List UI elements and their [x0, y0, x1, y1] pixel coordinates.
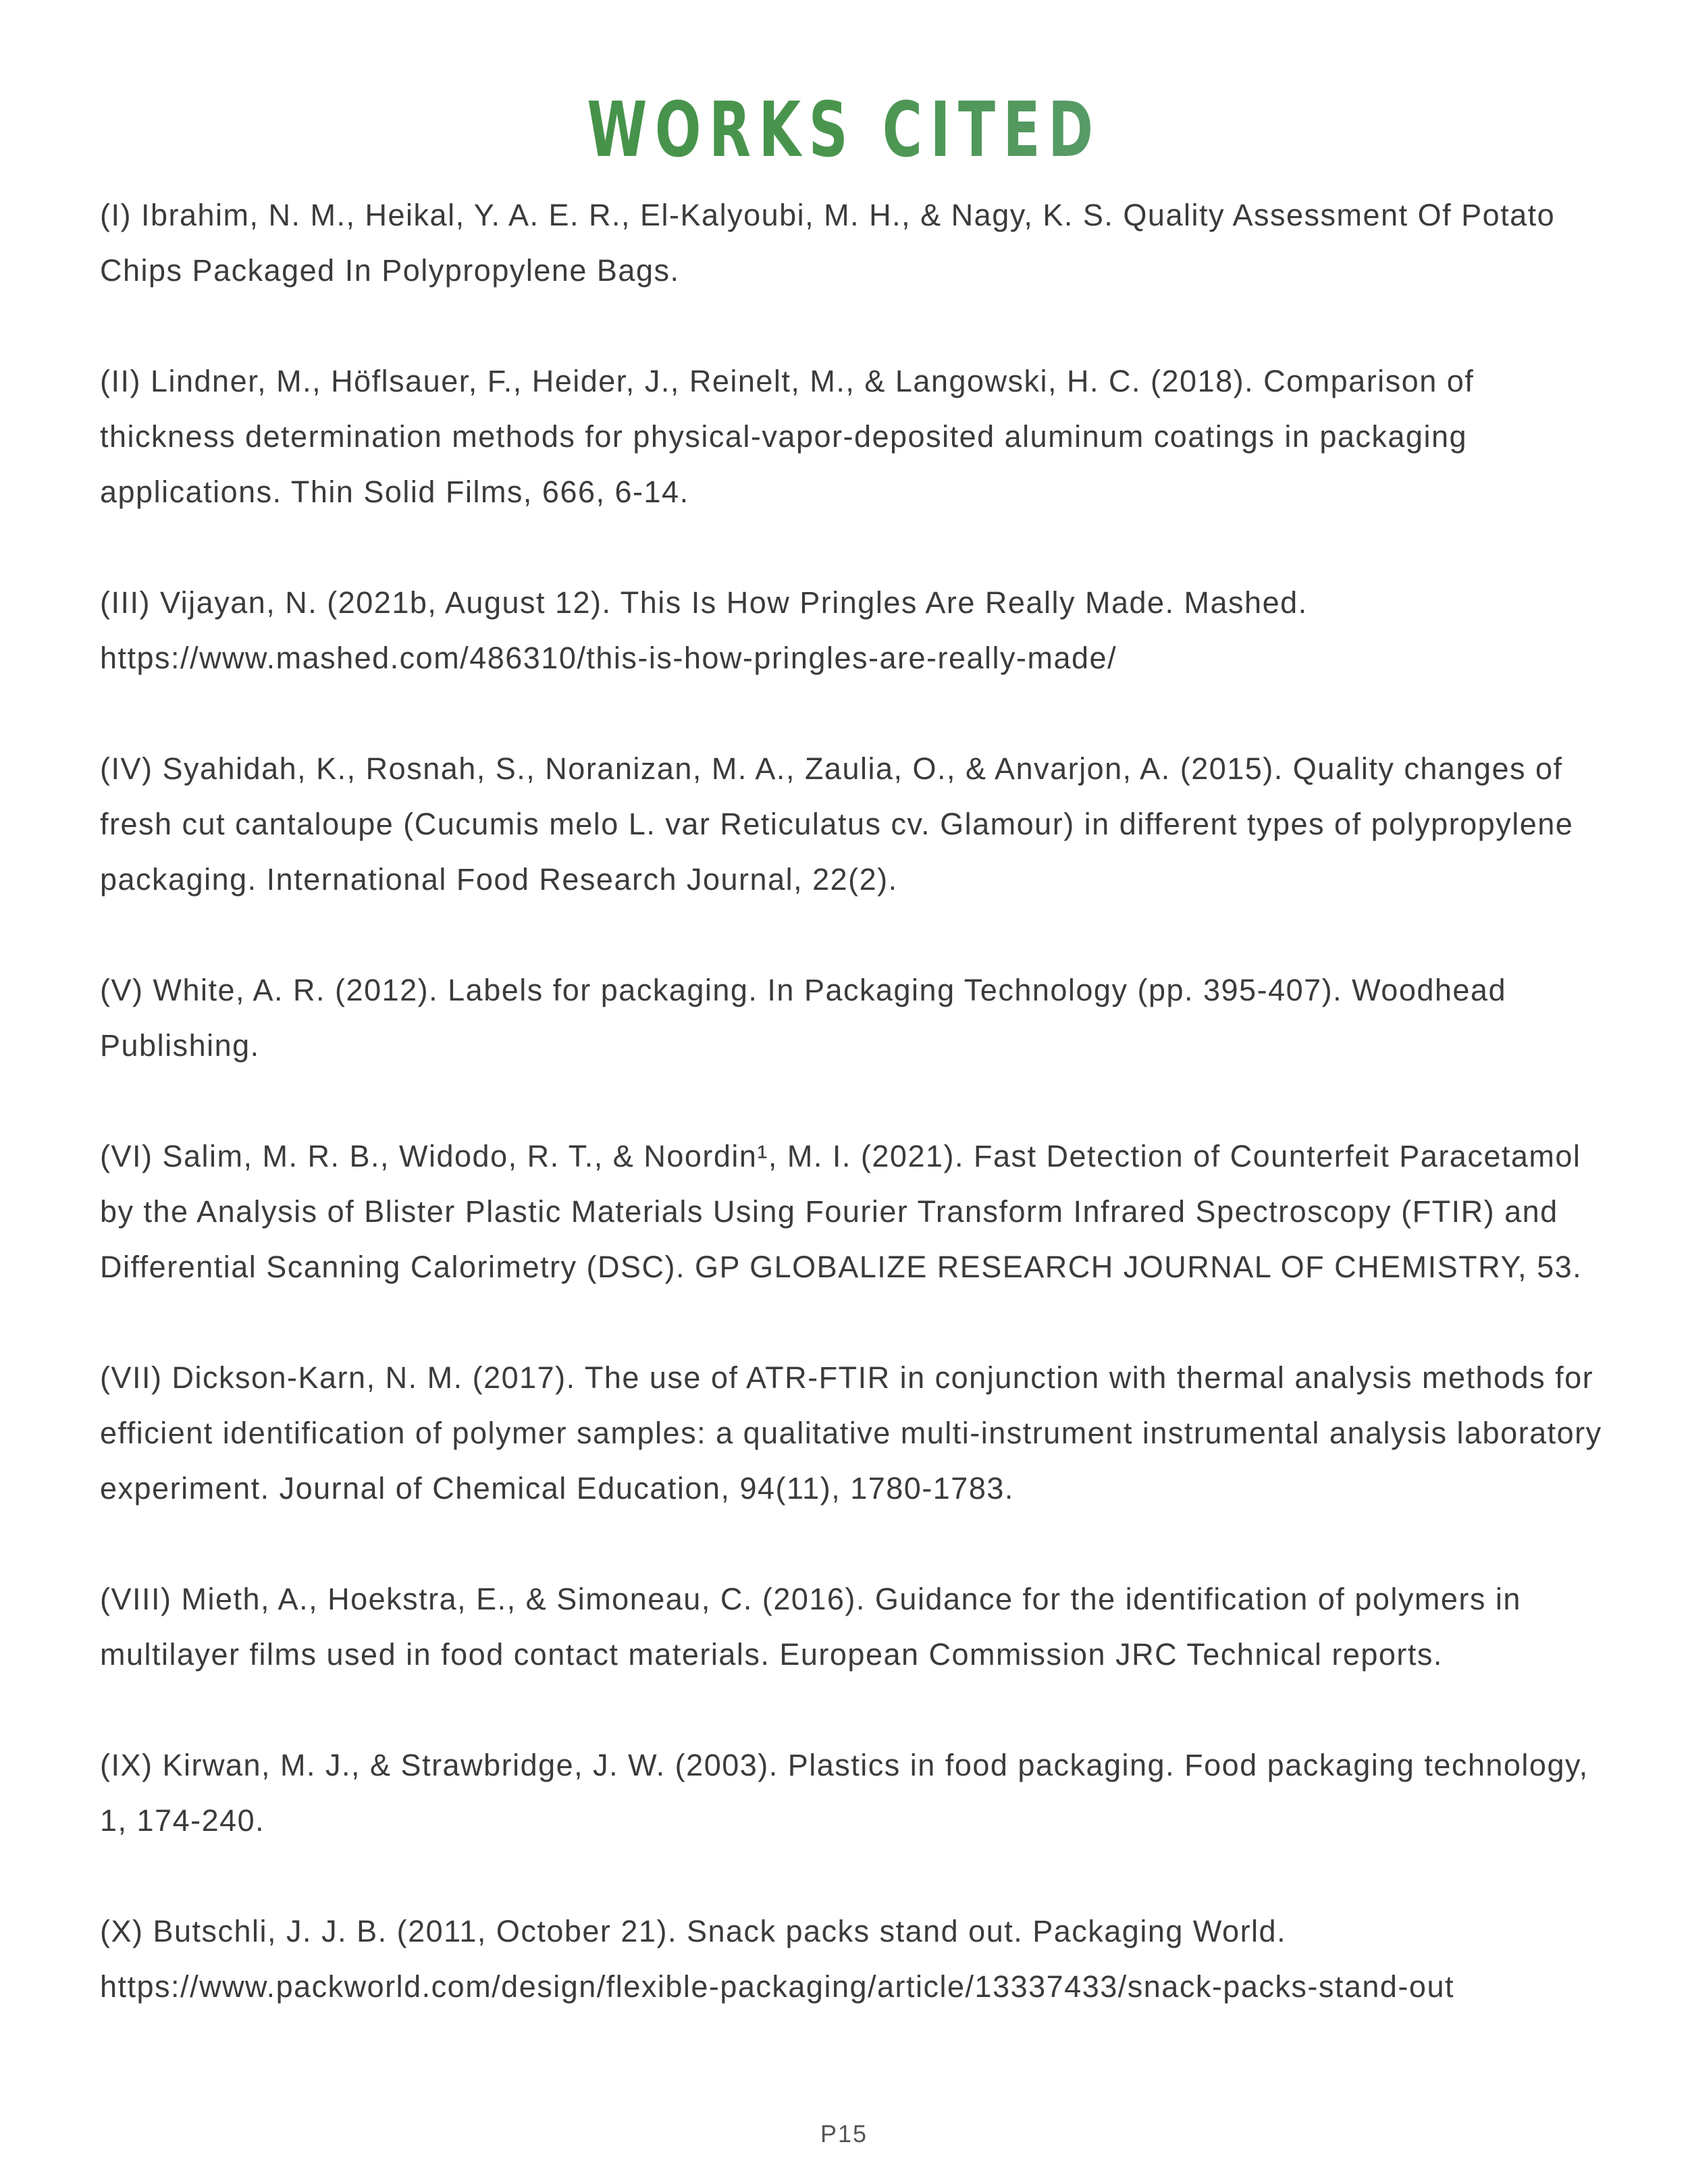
reference-8: (VIII) Mieth, A., Hoekstra, E., & Simoneau, C. (2016). Guidance for the identification of polymers in multilayer films used in food contact materials. European Commission JRC Technical reports.: [100, 1582, 1521, 1672]
reference-list: [100, 188, 1612, 2070]
reference-9: (IX) Kirwan, M. J., & Strawbridge, J. W. (2003). Plastics in food packaging. Food packaging technology, 1, 174-240.: [100, 1748, 1589, 1838]
reference-2: (II) Lindner, M., Höflsauer, F., Heider, J., Reinelt, M., & Langowski, H. C. (2018). Comparison of thickness determination methods for physical-vapor-deposited aluminum coatings in packaging applications. Thin Solid Films, 666, 6-14.: [100, 364, 1475, 509]
reference-5: (V) White, A. R. (2012). Labels for packaging. In Packaging Technology (pp. 395-407). Woodhead Publishing.: [100, 973, 1506, 1063]
page-title: WORKS CITED: [236, 86, 1452, 174]
reference-1: (I) Ibrahim, N. M., Heikal, Y. A. E. R., El-Kalyoubi, M. H., & Nagy, K. S. Quality Assessment Of Potato Chips Packaged In Polypropylene Bags.: [100, 198, 1556, 288]
reference-10: (X) Butschli, J. J. B. (2011, October 21). Snack packs stand out. Packaging World. https://www.packworld.com/design/flexible-packaging/article/13337433/snack-packs-stand-out: [100, 1914, 1454, 2004]
reference-6: (VI) Salim, M. R. B., Widodo, R. T., & Noordin¹, M. I. (2021). Fast Detection of Counterfeit Paracetamol by the Analysis of Blister Plastic Materials Using Fourier Transform Infrared Spectroscopy (FTIR) and Differential Scanning Calorimetry (DSC). GP GLOBALIZE RESEARCH JOURNAL OF CHEMISTRY, 53.: [100, 1139, 1583, 1284]
reference-4: (IV) Syahidah, K., Rosnah, S., Noranizan, M. A., Zaulia, O., & Anvarjon, A. (2015). Quality changes of fresh cut cantaloupe (Cucumis melo L. var Reticulatus cv. Glamour) in different types of polypropylene packaging. International Food Research Journal, 22(2).: [100, 751, 1574, 897]
reference-3: (III) Vijayan, N. (2021b, August 12). This Is How Pringles Are Really Made. Mashed. https://www.mashed.com/486310/this-is-how-pringles-are-really-made/: [100, 585, 1308, 675]
reference-7: (VII) Dickson-Karn, N. M. (2017). The use of ATR-FTIR in conjunction with thermal analysis methods for efficient identification of polymer samples: a qualitative multi-instrument instrumental analysis laboratory experiment. Journal of Chemical Education, 94(11), 1780-1783.: [100, 1360, 1602, 1506]
page-number: P15: [820, 2120, 868, 2148]
